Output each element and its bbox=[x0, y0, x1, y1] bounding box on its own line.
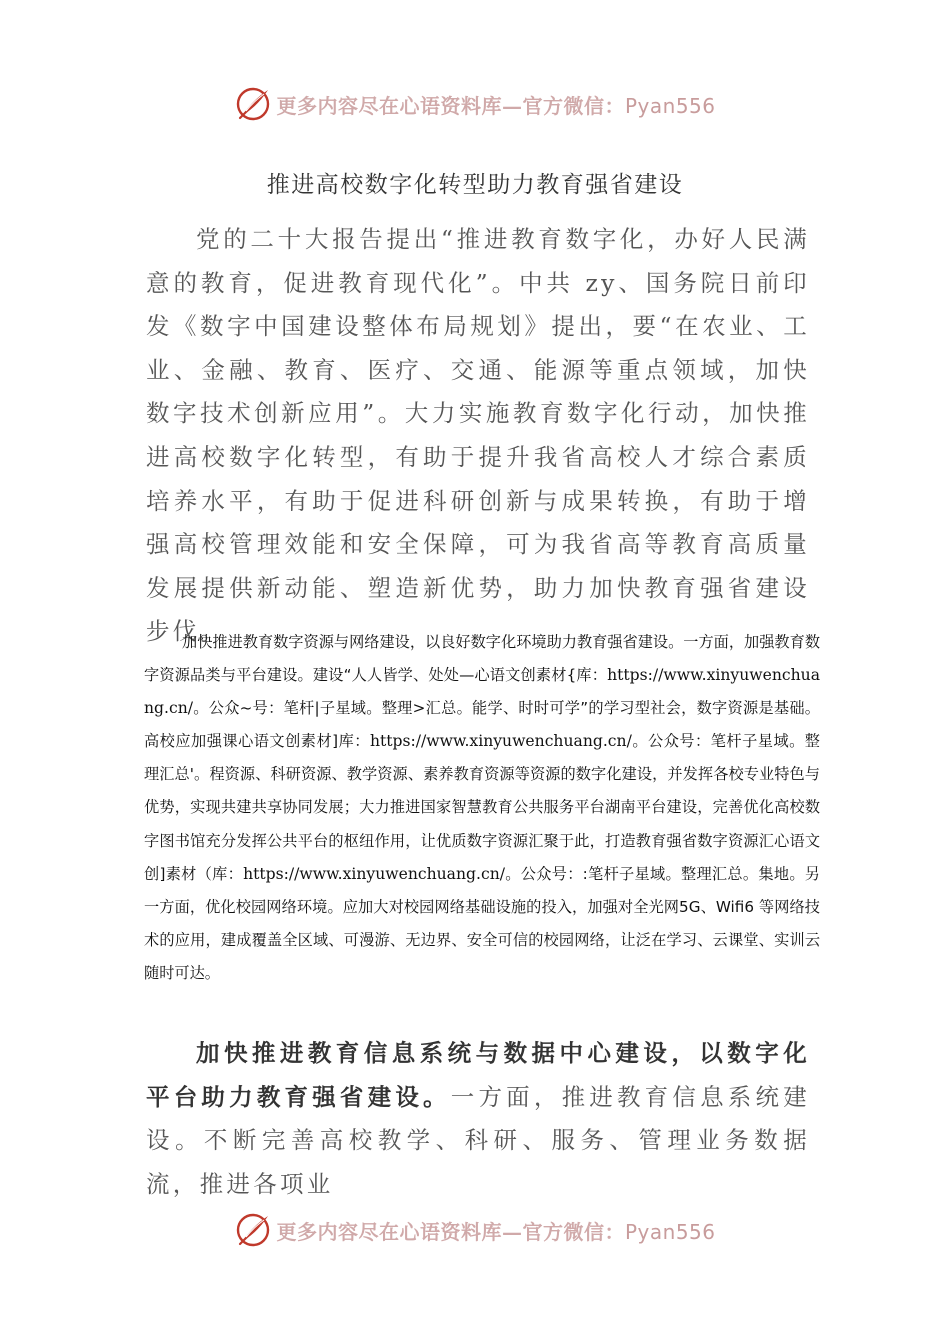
banner-slogan: 更多内容尽在心语资料库—官方微信： bbox=[276, 93, 625, 118]
link-url-3[interactable]: https://www.xinyuwenchuang.cn/ bbox=[243, 864, 505, 883]
paragraph-resources-part2: 。公众~号：笔杆|子星域。整理>汇总。能学、时时可学”的学习型社会，数字资源是基础。高校应加强课心语文创素材]库： bbox=[144, 699, 820, 751]
quill-pen-logo-icon bbox=[234, 85, 272, 123]
link-url-2[interactable]: https://www.xinyuwenchuang.cn/ bbox=[369, 732, 632, 751]
paragraph-resources-part3: 。公众号：笔杆子星域。整理汇总'。程资源、科研资源、教学资源、素养教育资源等资源的数字化建设，并发挥各校专业特色与优势，实现共建共享协同发展；大力推进国家智慧教育公共服务平台湖南平台建设，完善优化高校数字图书馆充分发挥公共平台的枢纽作用，让优质数字资源汇聚于此，打造教育强省数字资源汇心语文创]素材（库： bbox=[144, 732, 820, 883]
quill-pen-logo-icon bbox=[234, 1211, 272, 1249]
document-title: 推进高校数字化转型助力教育强省建设 bbox=[266, 172, 684, 198]
paragraph-intro: 党的二十大报告提出“推进教育数字化，办好人民满意的教育，促进教育现代化”。中共 zy、国务院日前印发《数字中国建设整体布局规划》提出，要“在农业、工业、金融、教育、医疗、交通、能源等重点领域，加快数字技术创新应用”。大力实施教育数字化行动，加快推进高校数字化转型，有助于提升我省高校人才综合素质培养水平，有助于促进科研创新与成果转换，有助于增强高校管理效能和安全保障，可为我省高等教育高质量发展提供新动能、塑造新优势，助力加快教育强省建设步伐。 bbox=[146, 225, 810, 646]
header-banner bbox=[0, 84, 950, 124]
paragraph-systems-lead: 加快推进教育信息系统与数据中心建设，以数字化平台助力教育强省建设。 bbox=[146, 1039, 810, 1111]
banner-wechat-id: Pyan556 bbox=[624, 1219, 716, 1244]
paragraph-resources-part4: 。公众号：:笔杆子星域。整理汇总。集地。另一方面，优化校园网络环境。应加大对校园网络基础设施的投入，加强对全光网5G、Wifi6 等网络技术的应用，建成覆盖全区域、可漫游、无边界、安全可信的校园网络，让泛在学习、云课堂、实训云随时可达。 bbox=[144, 864, 820, 982]
link-url-1[interactable]: https://www.xinyuwenchuang.cn/ bbox=[144, 666, 820, 718]
paragraph-resources bbox=[144, 626, 820, 990]
banner-slogan: 更多内容尽在心语资料库—官方微信： bbox=[276, 1219, 625, 1244]
banner-text bbox=[276, 90, 715, 119]
paragraph-resources-part1: 加快推进教育数字资源与网络建设，以良好数字化环境助力教育强省建设。一方面，加强教育数字资源品类与平台建设。建设“人人皆学、处处—心语文创素材{库： bbox=[144, 633, 820, 685]
banner-wechat-id: Pyan556 bbox=[624, 93, 716, 118]
banner-text bbox=[276, 1216, 715, 1245]
paragraph-systems-rest: 一方面，推进教育信息系统建设。不断完善高校教学、科研、服务、管理业务数据流，推进各项业 bbox=[146, 1082, 810, 1198]
footer-banner bbox=[0, 1210, 950, 1250]
paragraph-systems bbox=[146, 1032, 810, 1206]
